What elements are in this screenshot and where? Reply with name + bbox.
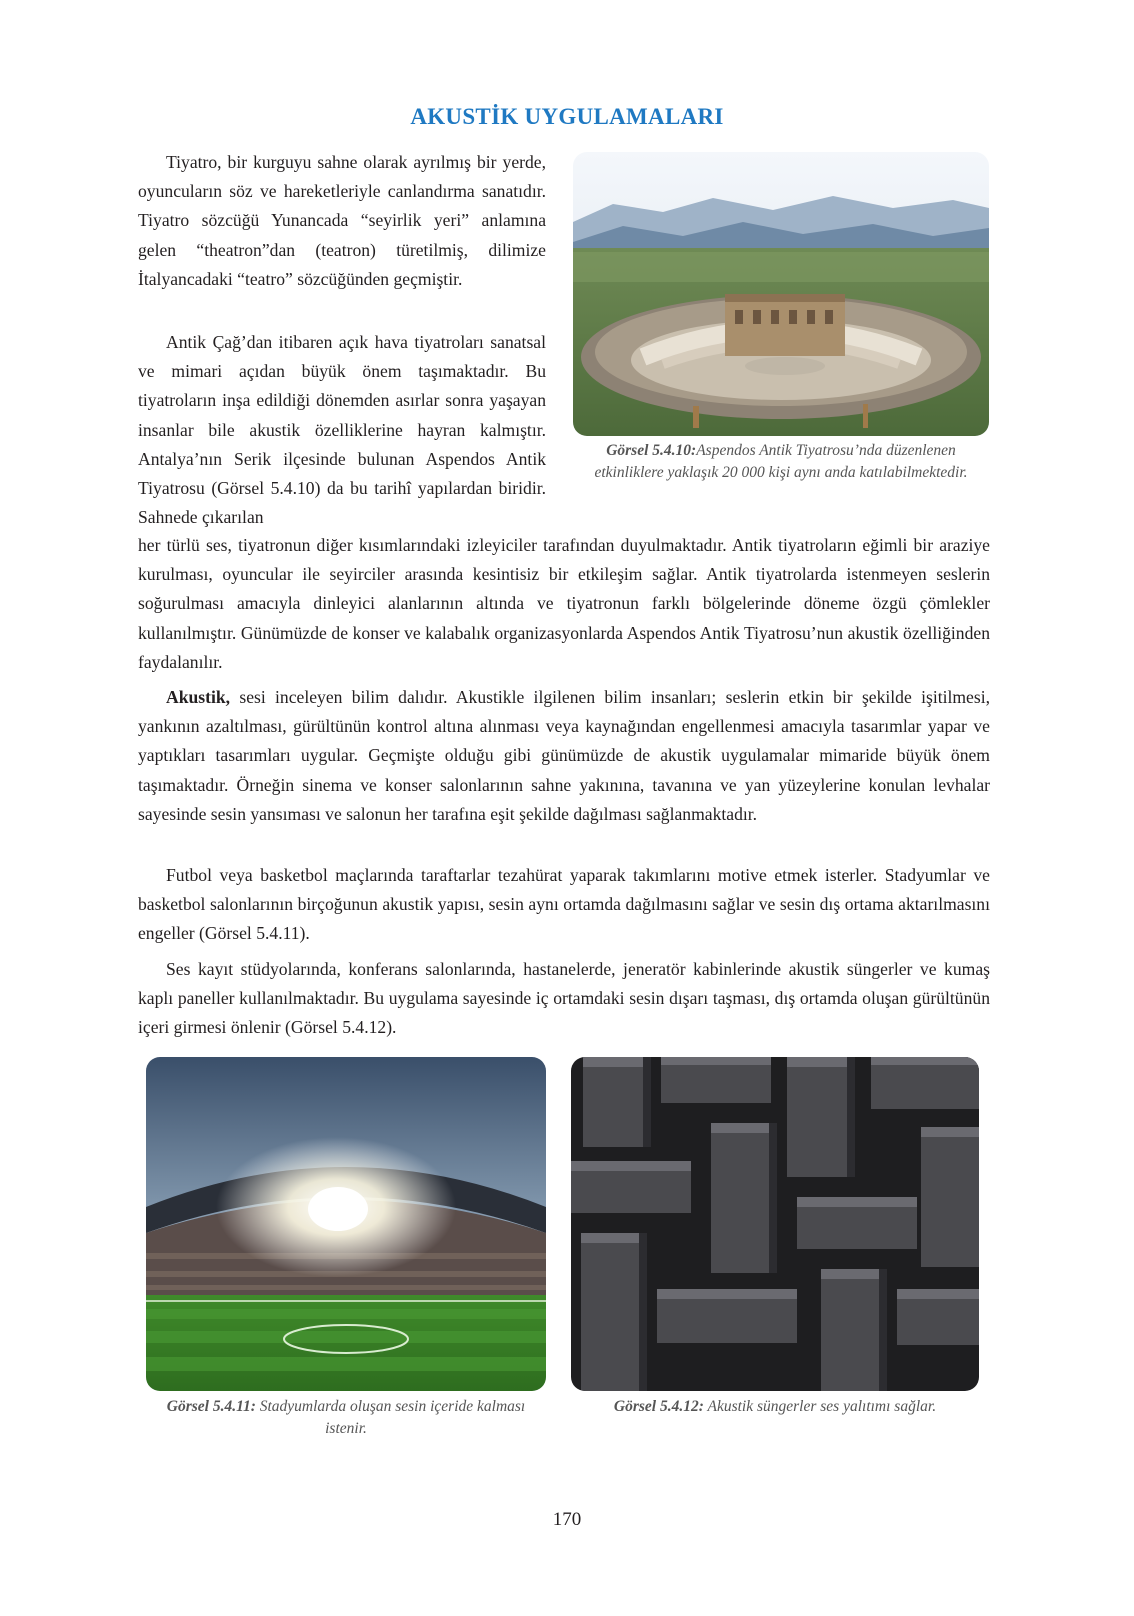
stadium-caption xyxy=(146,1396,546,1439)
foam-caption xyxy=(571,1396,979,1418)
page-number: 170 xyxy=(552,1509,582,1530)
paragraph-acoustic-foam: Ses kayıt stüdyolarında, konferans salonlarında, hastanelerde, jeneratör kabinlerinde akustik süngerler ve kumaş kaplı paneller kullanılmaktadır. Bu uygulama sayesinde iç ortamdaki sesin dışarı taşması, dış ortamda oluşan gürültünün içeri girmesi önlenir (Görsel 5.4.12). xyxy=(138,959,990,1038)
acoustic-foam-photo xyxy=(571,1057,979,1391)
page-title: AKUSTİK UYGULAMALARI xyxy=(410,104,724,129)
paragraph-ancient-theatres: Antik Çağ’dan itibaren açık hava tiyatroları sanatsal ve mimari açıdan büyük önem taşımaktadır. Bu tiyatroların inşa edildiği dönemden asırlar sonra yaşayan insanlar bile akustik özelliklerine hayran kalmıştır. Antalya’nın Serik ilçesinde bulunan Aspendos Antik Tiyatrosu (Görsel 5.4.10) da bu tarihî yapılardan biridir. Sahnede çıkarılan xyxy=(138,332,546,528)
paragraph-stadiums: Futbol veya basketbol maçlarında taraftarlar tezahürat yaparak takımlarını motive etmek isterler. Stadyumlar ve basketbol salonlarının birçoğunun akustik yapısı, sesin aynı ortamda dağılmasını sağlar ve sesin dış ortama aktarılmasını engeller (Görsel 5.4.11). xyxy=(138,865,990,944)
aspendos-caption-text: Aspendos Antik Tiyatrosu’nda düzenlenen etkinliklere yaklaşık 20 000 kişi aynı anda katılabilmektedir. xyxy=(594,442,968,481)
paragraph-theatre-definition: Tiyatro, bir kurguyu sahne olarak ayrılmış bir yerde, oyuncuların söz ve hareketleriyle canlandırma sanatıdır. Tiyatro sözcüğü Yunancada “seyirlik yeri” anlamına gelen “theatron”dan (teatron) türetilmiş, dilimize İtalyancadaki “teatro” sözcüğünden geçmiştir. xyxy=(138,152,546,289)
stadium-photo xyxy=(146,1057,546,1391)
term-acoustics: Akustik, xyxy=(166,687,231,707)
foam-caption-label: Görsel 5.4.12: xyxy=(613,1398,704,1415)
stadium-caption-label: Görsel 5.4.11: xyxy=(166,1398,256,1415)
aspendos-caption xyxy=(575,440,987,483)
foam-caption-text: Akustik süngerler ses yalıtımı sağlar. xyxy=(703,1398,937,1415)
acoustics-definition-text: sesi inceleyen bilim dalıdır. Akustikle ilgilenen bilim insanları; seslerin etkin bir şekilde işitilmesi, yankının azaltılması, gürültünün kontrol altına alınması veya kaynağından engellenmesi amacıyla tasarımlar yapar ve yaptıkları tasarımları uygular. Geçmişte olduğu gibi günümüzde de akustik uygulamalar mimaride büyük önem taşımaktadır. Örneğin sinema ve konser salonlarının sahne yakınına, tavanına ve yan yüzeylerine konulan levhalar sayesinde sesin yansıması ve salonun her tarafına eşit şekilde dağılması sağlanmaktadır. xyxy=(138,687,990,824)
aspendos-caption-label: Görsel 5.4.10: xyxy=(606,442,697,459)
stadium-caption-text: Stadyumlarda oluşan sesin içeride kalması istenir. xyxy=(255,1398,526,1437)
paragraph-acoustics-definition xyxy=(138,683,990,829)
aspendos-theatre-photo xyxy=(573,152,989,436)
paragraph-ancient-theatres-continued: her türlü ses, tiyatronun diğer kısımlarındaki izleyiciler tarafından duyulmaktadır. Antik tiyatroların eğimli bir araziye kurulması, oyuncular ile seyirciler arasında kesintisiz bir etkileşim sağlar. Antik tiyatrolarda istenmeyen seslerin soğurulması amacıyla dinleyici alanlarının altında ve tiyatronun farklı bölgelerinde döneme özgü çömlekler kullanılmıştır. Günümüzde de konser ve kalabalık organizasyonlarda Aspendos Antik Tiyatrosu’nun akustik özelliğinden faydalanılır. xyxy=(138,535,990,672)
